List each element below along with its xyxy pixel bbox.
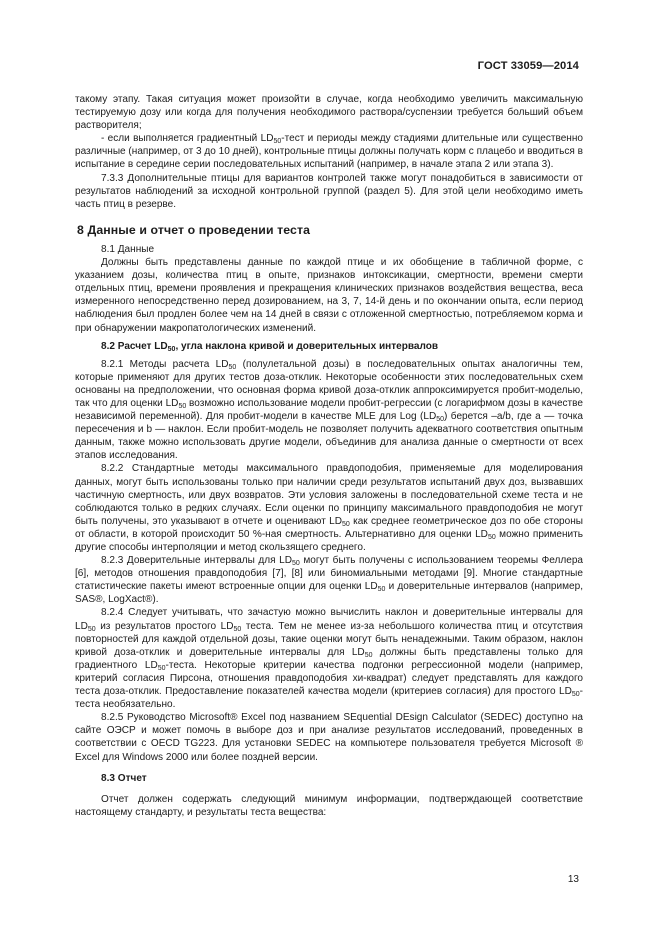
paragraph-8-2-1: 8.2.1 Методы расчета $LD_{50}$ (полулетальной дозы) в последовательных опытах аналогичны тем, которые применяют для других тестов доза-отклик. Некоторые особенности этих последовательных схем основаны на предположении, что основная форма кривой доза-отклик аппроксимируется пробит-моделью, так что для оценки $LD_{50}$ возможно использование модели пробит-регрессии (с логарифмом дозы в качестве независимой переменной). Для пробит-модели в качестве MLE для Log $(LD_{50})$ берется –a/b, где a — точка пересечения и b — наклон. Если пробит-модель не позволяет получить адекватного соответствия опытным данным, также можно использовать другие модели, объединив для анализа данные о смертности от всех этапов исследования. bbox=[75, 358, 584, 462]
paragraph-7-3-3: 7.3.3 Дополнительные птицы для вариантов контролей также могут понадобиться в зависимости от результатов наблюдений за исходной контрольной группой (раздел 5). Для этой цели необходимо иметь часть птиц в резерве. bbox=[75, 172, 583, 210]
subsection-8-1-heading: 8.1 Данные bbox=[101, 243, 155, 255]
paragraph-8-2-2: 8.2.2 Стандартные методы максимального правдоподобия, применяемые для моделирования данных, могут быть использованы только при наличии среди результатов испытаний двух доз, вызвавших частичную смертность, или двух возвратов. Эти условия заложены в последовательной схеме теста и не соблюдаются только в редких случаях. Если оценки по принципу максимального правдоподобия не могут быть получены, это указывают в отчете и оценивают $LD_{50}$ как среднее геометрическое доз по обе стороны от области, в которой происходит 50 %-ная смертность. Альтернативно для оценки $LD_{50}$ можно применить другие способы интерполяции и метод скользящего среднего. bbox=[75, 463, 584, 553]
paragraph-8-1: Должны быть представлены данные по каждой птице и их обобщение в табличной форме, с указанием дозы, количества птиц в опыте, признаков интоксикации, смертности, времени смерти отдельных птиц, времени проявления и прекращения клинических признаков воздействия вещества, веса измеренного непосредственно перед дозированием, на 3, 7, 14-й день и по окончании опыта, если период наблюдения был продлен более чем на 14 дней в связи с отложенной смертностью, потребляемом корма и при обнаружении макропатологических изменений. bbox=[75, 257, 583, 334]
standard-header: ГОСТ 33059—2014 bbox=[477, 60, 579, 72]
page-body bbox=[75, 93, 583, 819]
subsection-8-3-heading: 8.3 Отчет bbox=[101, 772, 147, 784]
paragraph-8-2-5: 8.2.5 Руководство Microsoft® Excel под названием SEquential DEsign Calculator (SEDEC) доступно на сайте ОЭСР и может помочь в выборе доз и при анализе результатов исследований, проведенных в соответствии с OECD TG223. Для установки SEDEC на компьютере пользователя требуется Microsoft ® Excel для Windows 2000 или более поздней версии. bbox=[75, 712, 583, 763]
paragraph-8-2-3: 8.2.3 Доверительные интервалы для $LD_{50}$ могут быть получены с использованием теоремы Феллера [6], методов отношения правдоподобия [7], [8] или биномиальными методами [9]. Многие стандартные статистические пакеты имеют встроенные опции для оценки $LD_{50}$ и доверительные интервалов (например, SAS®, LogXact®). bbox=[75, 555, 583, 606]
paragraph-continuation: такому этапу. Такая ситуация может произойти в случае, когда необходимо увеличить максимальную тестируемую дозу или когда для получения необходимого раствора/суспензии требуется больший объем растворителя; bbox=[75, 94, 583, 132]
paragraph-dash-item: - если выполняется градиентный $LD_{50}$-тест и периоды между стадиями длительные или существенно различные (например, от 3 до 10 дней), контрольные птицы должны получать корм с плацебо и вводиться в испытание в середине серии последовательных испытаний (например, в начале этапа 2 или этапа 3). bbox=[75, 133, 583, 171]
page-number: 13 bbox=[567, 874, 579, 885]
subsection-8-2-heading: 8.2 Расчет $LD_{50}$, угла наклона кривой и доверительных интервалов bbox=[101, 340, 439, 353]
paragraph-8-2-4: 8.2.4 Следует учитывать, что зачастую можно вычислить наклон и доверительные интервалы для $LD_{50}$ из результатов простого $LD_{50}$ теста. Тем не менее из-за небольшого количества птиц и отсутствия повторностей для каждой отдельной дозы, такие оценки могут быть ненадежными. Таким образом, наклон кривой доза-отклик и доверительные интервалы для $LD_{50}$ должны быть представлены только для градиентного $LD_{50}$-теста. Некоторые критерии качества подгонки регрессионной модели (например, критерий согласия Пирсона, отношения правдоподобия хи-квадрат) следует представлять для каждого теста доза-отклик. Предоставление показателей качества модели (критериев согласия) для простого $LD_{50}$-теста необязательно. bbox=[75, 607, 583, 711]
section-8-heading: 8 Данные и отчет о проведении теста bbox=[77, 222, 311, 237]
paragraph-8-3: Отчет должен содержать следующий минимум информации, подтверждающей соответствие настоящему стандарту, и результаты теста вещества: bbox=[75, 793, 583, 818]
